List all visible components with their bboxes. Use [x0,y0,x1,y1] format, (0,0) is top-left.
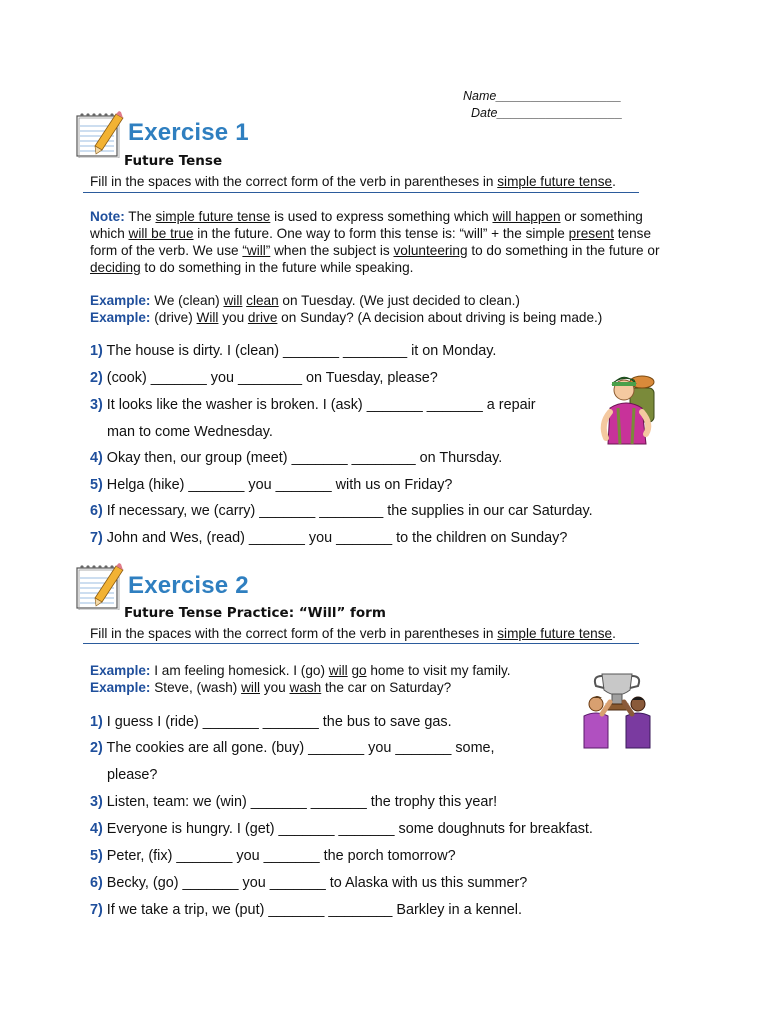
example-line: Example: (drive) Will you drive on Sunday? (A decision about driving is being made.) [90,310,603,325]
question-continuation: please? [107,767,158,783]
example-line: Example: I am feeling homesick. I (go) will go home to visit my family. [90,663,511,678]
note-paragraph: Note: The simple future tense is used to express something which will happen or something which will be true in the future. One way to form this tense is: “will” + the simple present tense form of the verb. We use “will” when the subject is volunteering to do something in the future or deciding to do something in the future while speaking. [90,209,660,275]
exercise-2-title: Exercise 2 [128,572,249,599]
question-continuation: man to come Wednesday. [107,424,273,440]
question-item: 5) Peter, (fix) _______ you _______ the porch tomorrow? [90,848,456,864]
question-item: 5) Helga (hike) _______ you _______ with us on Friday? [90,477,453,493]
exercise-2-subtitle: Future Tense Practice: “Will” form [124,605,386,621]
notepad-pencil-icon [74,110,126,163]
date-field[interactable]: Date__________________ [471,106,623,120]
example-line: Example: Steve, (wash) will you wash the car on Saturday? [90,680,452,695]
exercise-1-instruction: Fill in the spaces with the correct form of the verb in parentheses in simple future tense. [90,174,616,189]
question-item: 7) John and Wes, (read) _______ you _______ to the children on Sunday? [90,530,568,546]
trophy-team-clipart [576,664,658,755]
question-item: 1) I guess I (ride) _______ _______ the bus to save gas. [90,714,452,730]
question-item: 4) Everyone is hungry. I (get) _______ _______ some doughnuts for breakfast. [90,821,593,837]
hiker-clipart [596,368,662,453]
notepad-pencil-icon [74,562,126,615]
question-item: 4) Okay then, our group (meet) _______ ________ on Thursday. [90,450,503,466]
exercise-1-title: Exercise 1 [128,119,249,146]
name-field[interactable]: Name__________________ [463,89,622,103]
question-item: 1) The house is dirty. I (clean) _______ ________ it on Monday. [90,343,497,359]
exercise-2-instruction: Fill in the spaces with the correct form of the verb in parentheses in simple future tense. [90,626,616,641]
example-line: Example: We (clean) will clean on Tuesday. (We just decided to clean.) [90,293,520,308]
question-item: 3) It looks like the washer is broken. I (ask) _______ _______ a repair [90,397,536,413]
divider [83,643,639,644]
question-item: 3) Listen, team: we (win) _______ _______ the trophy this year! [90,794,498,810]
question-item: 2) The cookies are all gone. (buy) _______ you _______ some, [90,740,495,756]
question-item: 2) (cook) _______ you ________ on Tuesday, please? [90,370,438,386]
question-item: 7) If we take a trip, we (put) _______ ________ Barkley in a kennel. [90,902,522,918]
exercise-1-subtitle: Future Tense [124,153,223,169]
divider [83,192,639,193]
question-item: 6) Becky, (go) _______ you _______ to Alaska with us this summer? [90,875,528,891]
question-item: 6) If necessary, we (carry) _______ ________ the supplies in our car Saturday. [90,503,593,519]
